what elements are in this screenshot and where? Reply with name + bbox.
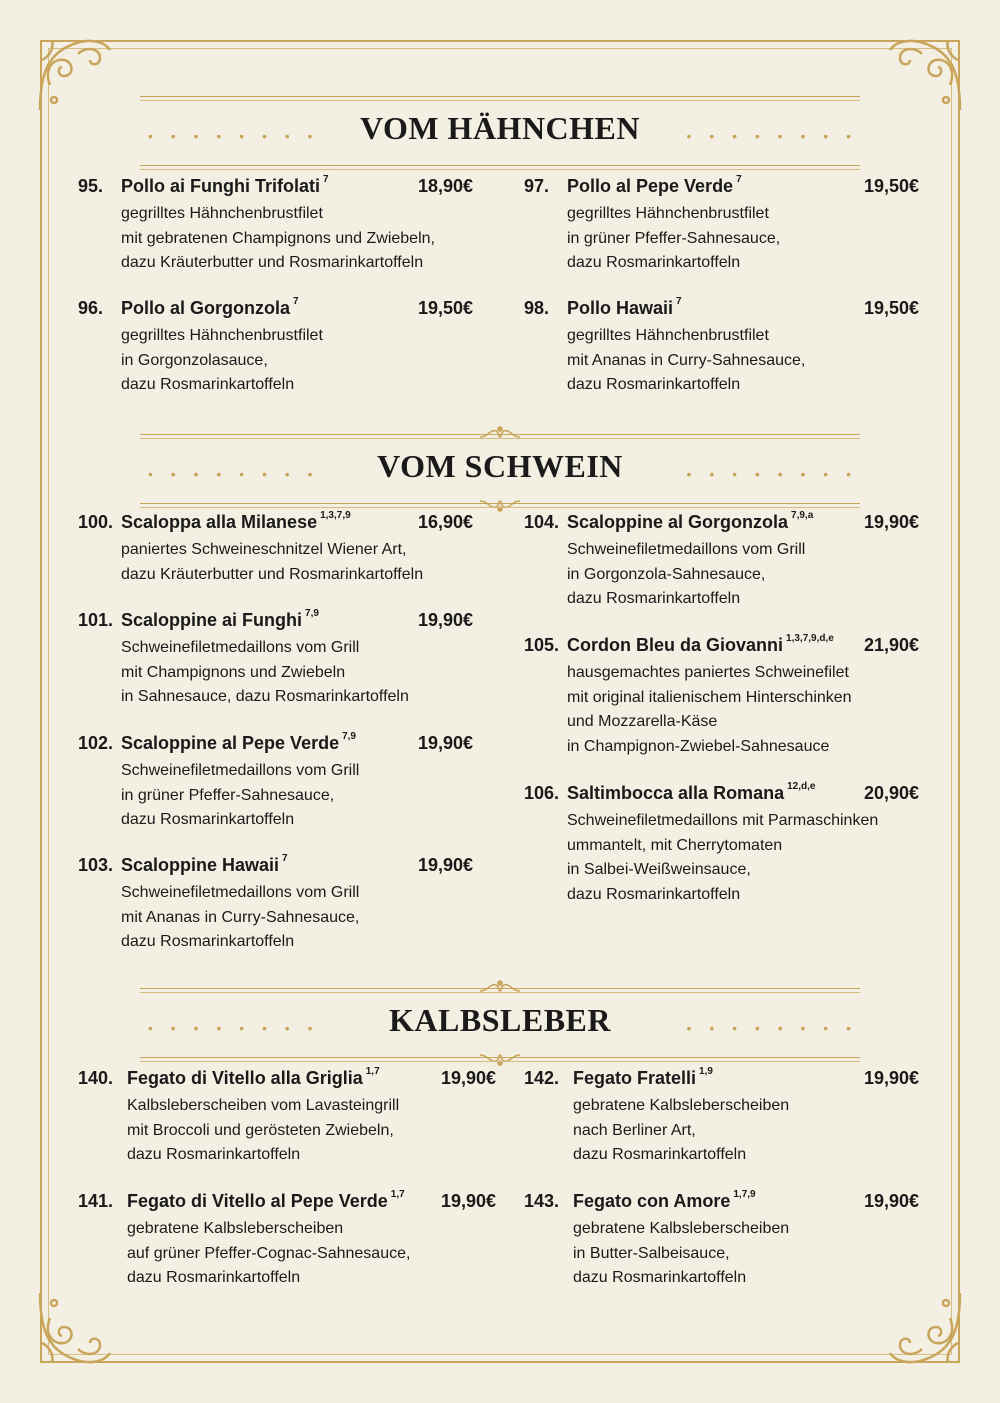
item-price: 18,90€ (417, 176, 473, 196)
allergen-codes: 1,7 (390, 1189, 405, 1200)
item-number: 142. (524, 1068, 560, 1088)
decorative-dots: • • • • • • • • (686, 128, 858, 144)
item-price: 19,90€ (863, 512, 919, 532)
section-title: VOM SCHWEIN (377, 448, 623, 484)
item-number: 104. (524, 512, 560, 532)
item-number: 106. (524, 783, 560, 803)
allergen-codes: 7 (323, 174, 329, 185)
item-number: 101. (78, 610, 114, 630)
item-price: 20,90€ (863, 783, 919, 803)
item-description: Schweinefiletmedaillons vom Grill in Gorgonzola-Sahnesauce, dazu Rosmarinkartoffeln (567, 541, 806, 607)
item-name: Pollo Hawaii $^7$ (567, 296, 682, 318)
item-name: Fegato di Vitello al Pepe Verde $^{1,7}$ (127, 1189, 405, 1211)
item-description: Schweinefiletmedaillons mit Parmaschinken ummantelt, mit Cherrytomaten in Salbei-Weißweinsauce, dazu Rosmarinkartoffeln (567, 812, 879, 903)
section-header-kalbsleber (140, 988, 860, 1058)
corner-ornament-icon (30, 30, 120, 120)
decorative-dots: • • • • • • • • (686, 1020, 858, 1036)
item-description: paniertes Schweineschnitzel Wiener Art, dazu Kräuterbutter und Rosmarinkartoffeln (121, 541, 424, 583)
item-number: 141. (78, 1191, 114, 1211)
menu-item (78, 512, 478, 587)
corner-ornament-icon (30, 1283, 120, 1373)
decorative-dots: • • • • • • • • (686, 466, 858, 482)
allergen-codes: 1,7,9 (733, 1189, 756, 1200)
item-price: 19,90€ (440, 1191, 496, 1211)
item-name: Scaloppine al Pepe Verde $^{7,9}$ (121, 731, 356, 753)
item-number: 97. (524, 176, 550, 196)
menu-item (524, 635, 924, 759)
item-name: Fegato con Amore $^{1,7,9}$ (573, 1189, 756, 1211)
item-description: Schweinefiletmedaillons vom Grill mit Ananas in Curry-Sahnesauce, dazu Rosmarinkartoffeln (121, 884, 360, 950)
menu-item (78, 610, 478, 710)
item-price: 19,90€ (440, 1068, 496, 1088)
item-name: Fegato Fratelli $^{1,9}$ (573, 1066, 713, 1088)
item-number: 100. (78, 512, 114, 532)
item-description: Schweinefiletmedaillons vom Grill in grüner Pfeffer-Sahnesauce, dazu Rosmarinkartoffeln (121, 762, 360, 828)
menu-item (524, 1191, 924, 1291)
item-number: 143. (524, 1191, 560, 1211)
allergen-codes: 7,9 (305, 608, 319, 619)
flourish-icon (478, 979, 522, 993)
item-description: gebratene Kalbsleberscheiben in Butter-Salbeisauce, dazu Rosmarinkartoffeln (573, 1220, 790, 1286)
section-header-haehnchen (140, 96, 860, 166)
allergen-codes: 7 (736, 174, 742, 185)
item-price: 16,90€ (417, 512, 473, 532)
menu-item (78, 855, 478, 955)
item-name: Scaloppa alla Milanese $^{1,3,7,9}$ (121, 510, 351, 532)
item-name: Pollo al Gorgonzola $^7$ (121, 296, 299, 318)
item-description: gebratene Kalbsleberscheiben nach Berliner Art, dazu Rosmarinkartoffeln (573, 1097, 790, 1163)
menu-item (524, 783, 924, 907)
menu-item (78, 298, 478, 398)
allergen-codes: 1,3,7,9,d,e (786, 633, 834, 644)
item-name: Scaloppine ai Funghi $^{7,9}$ (121, 608, 319, 630)
item-name: Scaloppine al Gorgonzola $^{7,9,a}$ (567, 510, 814, 532)
section-title: VOM HÄHNCHEN (359, 110, 640, 146)
menu-item (524, 1068, 924, 1168)
allergen-codes: 1,3,7,9 (320, 510, 351, 521)
item-description: Schweinefiletmedaillons vom Grill mit Champignons und Zwiebeln in Sahnesauce, dazu Rosmarinkartoffeln (121, 639, 409, 705)
menu-item (78, 1068, 498, 1168)
item-name: Cordon Bleu da Giovanni $^{1,3,7,9,d,e}$ (567, 633, 834, 655)
item-name: Scaloppine Hawaii $^7$ (121, 853, 288, 875)
corner-ornament-icon (880, 30, 970, 120)
decorative-dots: • • • • • • • • (148, 1020, 320, 1036)
item-price: 19,50€ (417, 298, 473, 318)
item-description: gegrilltes Hähnchenbrustfilet mit gebratenen Champignons und Zwiebeln, dazu Kräuterbutter und Rosmarinkartoffeln (121, 205, 435, 271)
section-title: KALBSLEBER (389, 1002, 611, 1038)
item-name: Fegato di Vitello alla Griglia $^{1,7}$ (127, 1066, 380, 1088)
flourish-icon (478, 1053, 522, 1067)
item-description: Kalbsleberscheiben vom Lavasteingrill mit Broccoli und gerösteten Zwiebeln, dazu Rosmarinkartoffeln (127, 1097, 400, 1163)
allergen-codes: 7,9,a (791, 510, 814, 521)
item-description: gebratene Kalbsleberscheiben auf grüner Pfeffer-Cognac-Sahnesauce, dazu Rosmarinkartoffeln (127, 1220, 411, 1286)
item-name: Pollo al Pepe Verde $^7$ (567, 174, 742, 196)
item-number: 140. (78, 1068, 114, 1088)
item-number: 98. (524, 298, 550, 318)
item-name: Saltimbocca alla Romana $^{12,d,e}$ (567, 781, 816, 803)
item-number: 102. (78, 733, 114, 753)
allergen-codes: 7 (282, 853, 288, 864)
flourish-icon (478, 499, 522, 513)
allergen-codes: 7,9 (342, 731, 356, 742)
menu-item (78, 176, 478, 276)
item-number: 103. (78, 855, 114, 875)
allergen-codes: 12,d,e (787, 781, 816, 792)
item-price: 19,90€ (863, 1191, 919, 1211)
item-description: hausgemachtes paniertes Schweinefilet mit original italienischem Hinterschinken und Mozzarella-Käse in Champignon-Zwiebel-Sahnesauce (567, 664, 852, 755)
item-number: 96. (78, 298, 104, 318)
menu-item (78, 1191, 498, 1291)
section-header-schwein (140, 434, 860, 504)
item-price: 21,90€ (863, 635, 919, 655)
menu-item (524, 298, 924, 398)
decorative-dots: • • • • • • • • (148, 128, 320, 144)
menu-item (78, 733, 478, 833)
item-price: 19,50€ (863, 176, 919, 196)
flourish-icon (478, 425, 522, 439)
menu-item (524, 176, 924, 276)
item-number: 95. (78, 176, 104, 196)
item-price: 19,90€ (417, 733, 473, 753)
item-price: 19,50€ (863, 298, 919, 318)
item-number: 105. (524, 635, 560, 655)
corner-ornament-icon (880, 1283, 970, 1373)
item-price: 19,90€ (417, 610, 473, 630)
item-description: gegrilltes Hähnchenbrustfilet mit Ananas in Curry-Sahnesauce, dazu Rosmarinkartoffeln (567, 327, 806, 393)
allergen-codes: 7 (676, 296, 682, 307)
item-description: gegrilltes Hähnchenbrustfilet in Gorgonzolasauce, dazu Rosmarinkartoffeln (121, 327, 323, 393)
item-description: gegrilltes Hähnchenbrustfilet in grüner Pfeffer-Sahnesauce, dazu Rosmarinkartoffeln (567, 205, 781, 271)
allergen-codes: 1,9 (699, 1066, 713, 1077)
allergen-codes: 7 (293, 296, 299, 307)
item-price: 19,90€ (863, 1068, 919, 1088)
allergen-codes: 1,7 (365, 1066, 380, 1077)
decorative-dots: • • • • • • • • (148, 466, 320, 482)
menu-item (524, 512, 924, 612)
item-name: Pollo ai Funghi Trifolati $^7$ (121, 174, 329, 196)
item-price: 19,90€ (417, 855, 473, 875)
